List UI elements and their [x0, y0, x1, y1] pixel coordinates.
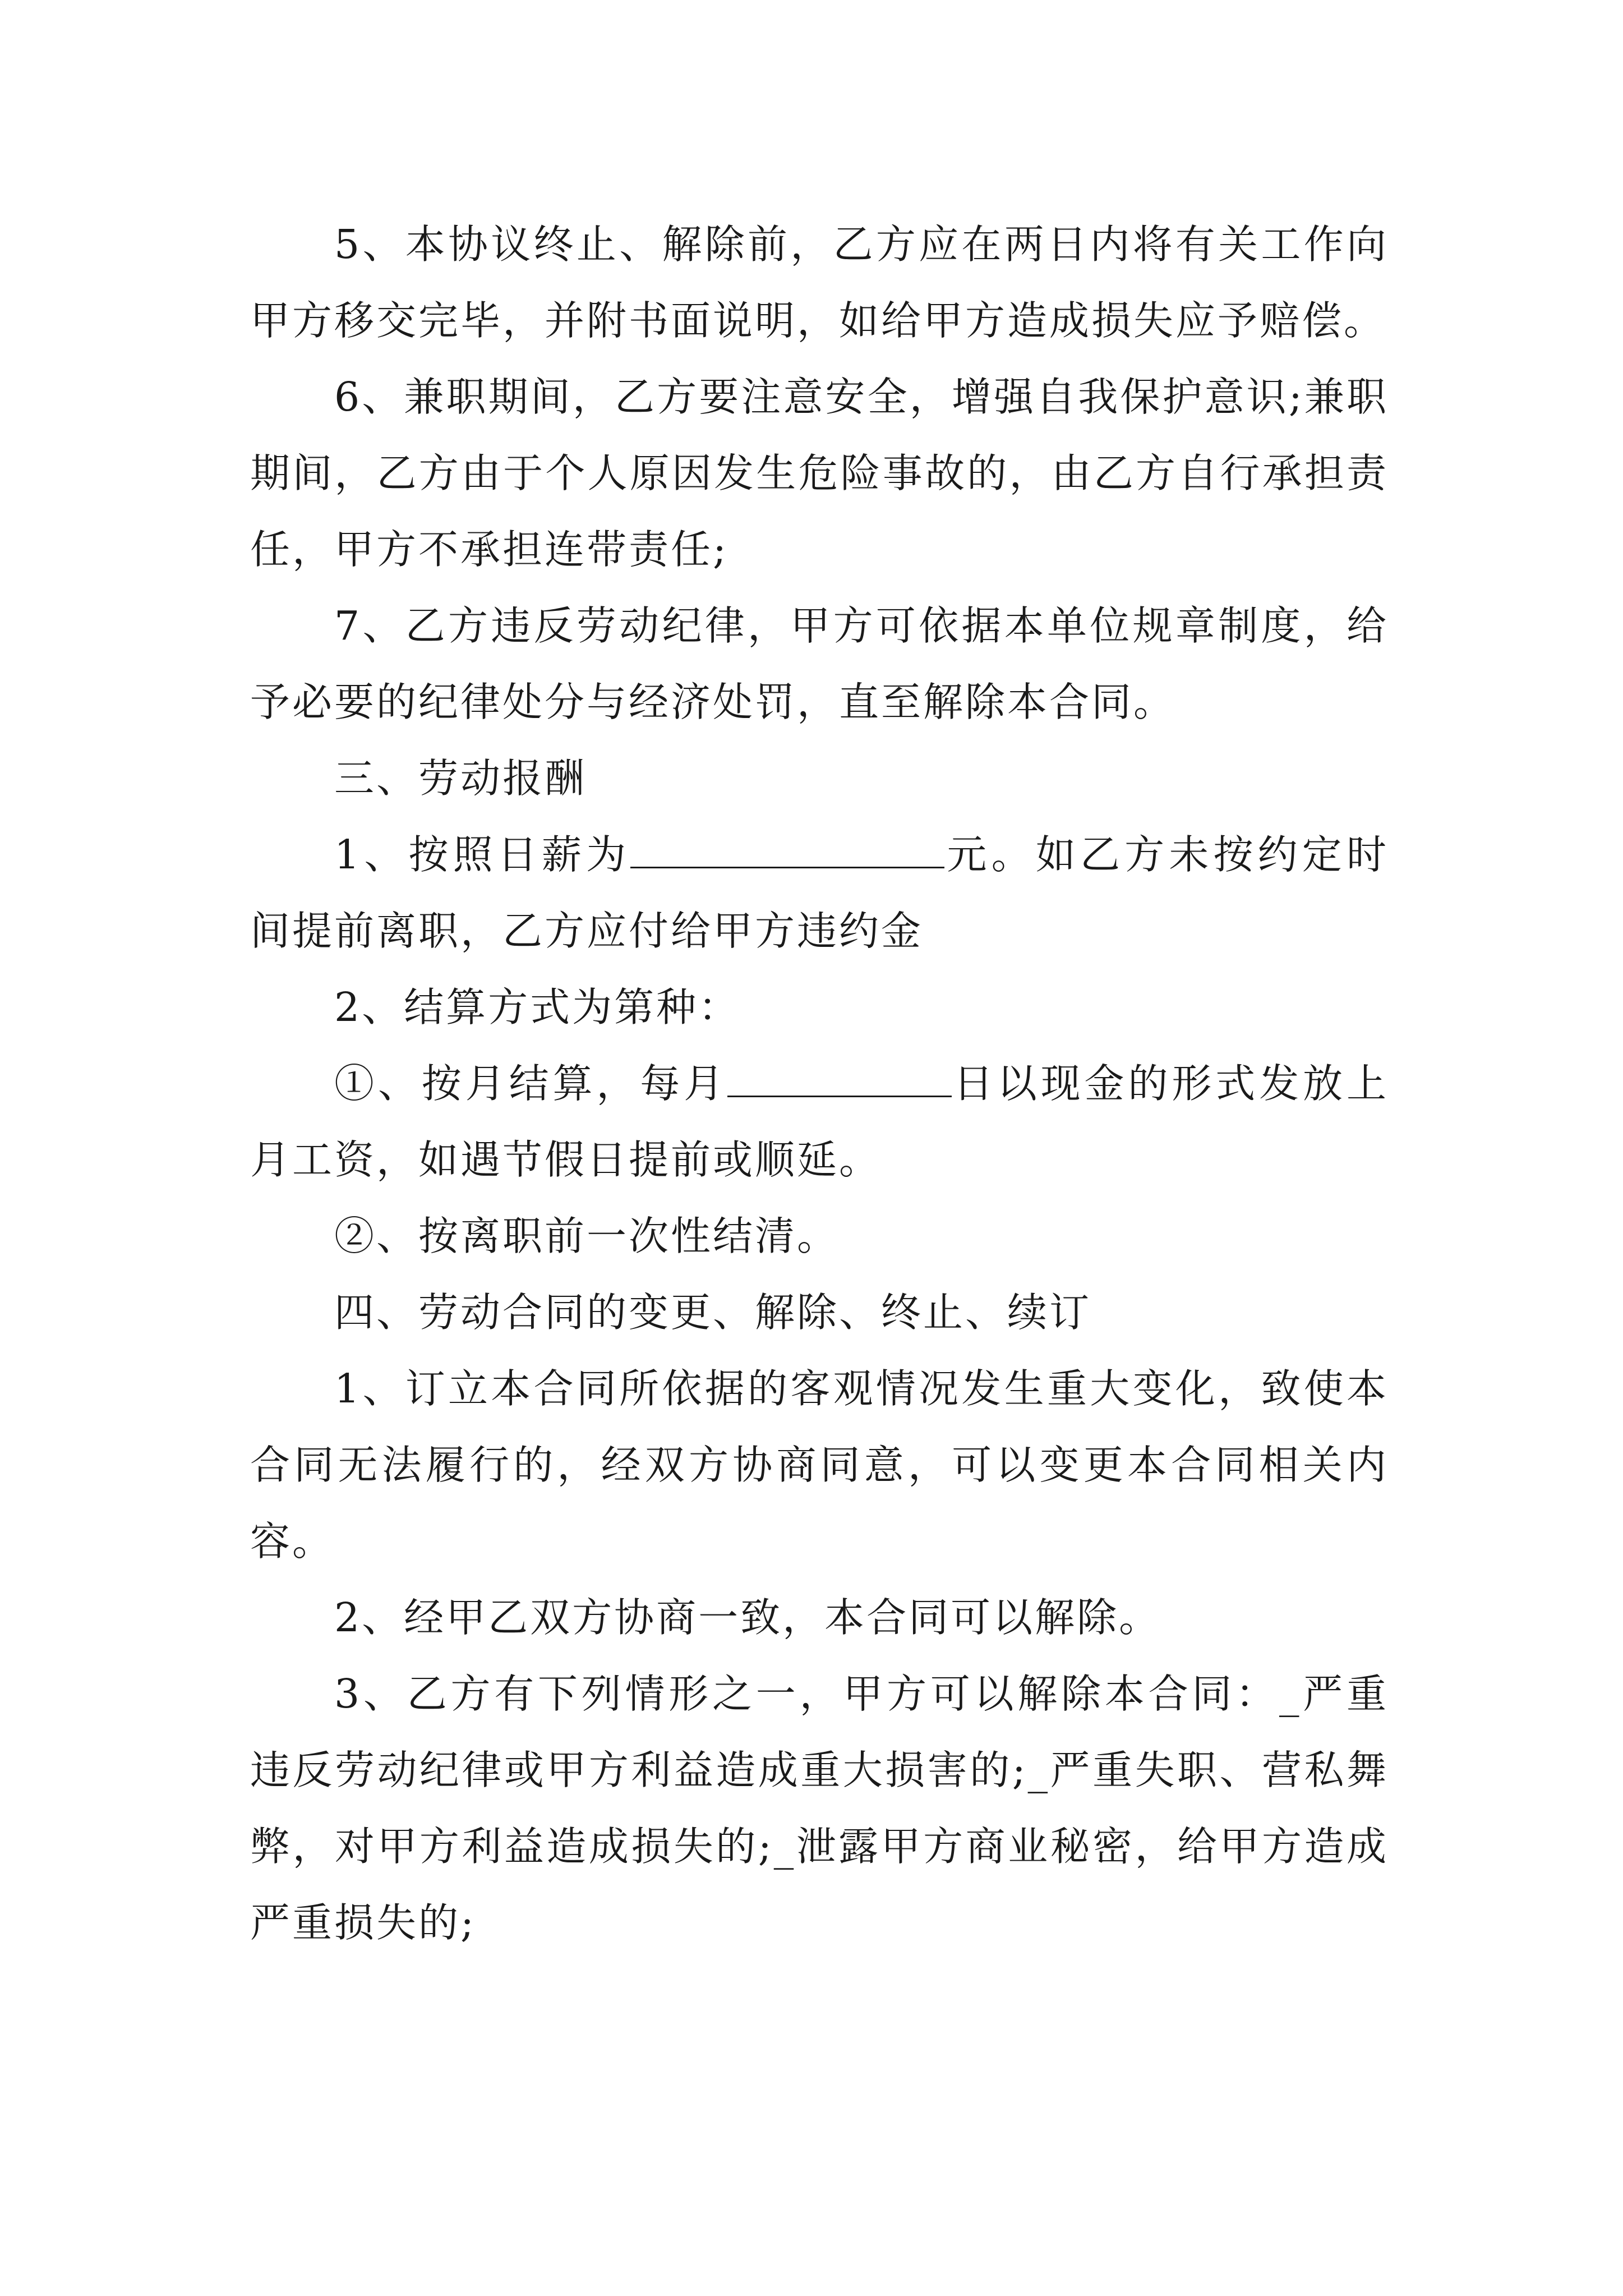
- salary-text-after: 元。如乙方未按约定时间提前离职，乙方应付给甲方违约金: [250, 831, 1389, 954]
- salary-clause: [250, 817, 1389, 969]
- lump-sum-settlement: ②、按离职前一次性结清。: [334, 1213, 840, 1259]
- settlement-method: 2、结算方式为第种：: [334, 984, 741, 1030]
- clause-5: 5、本协议终止、解除前，乙方应在两日内将有关工作向甲方移交完毕，并附书面说明，如给甲方造成损失应予赔偿。: [250, 221, 1389, 344]
- clause-6: 6、兼职期间，乙方要注意安全，增强自我保护意识;兼职期间，乙方由于个人原因发生危险事故的，由乙方自行承担责任，甲方不承担连带责任;: [250, 374, 1389, 573]
- monthly-text-before: ①、按月结算，每月: [334, 1060, 728, 1107]
- change-clause-2: 2、经甲乙双方协商一致，本合同可以解除。: [334, 1594, 1161, 1641]
- monthly-settlement-clause: [250, 1046, 1389, 1198]
- salary-text-before: 1、按照日薪为: [334, 831, 631, 878]
- document-body: [250, 206, 1389, 1961]
- salary-blank-line: [630, 833, 944, 868]
- change-clause-1: 1、订立本合同所依据的客观情况发生重大变化，致使本合同无法履行的，经双方协商同意，可以变更本合同相关内容。: [250, 1365, 1389, 1565]
- monthly-blank-line: [727, 1062, 952, 1097]
- change-clause-3: 3、乙方有下列情形之一，甲方可以解除本合同：_严重违反劳动纪律或甲方利益造成重大损害的;_严重失职、营私舞弊，对甲方利益造成损失的;_泄露甲方商业秘密，给甲方造成严重损失的;: [250, 1671, 1389, 1946]
- monthly-text-after: 日以现金的形式发放上月工资，如遇节假日提前或顺延。: [250, 1060, 1389, 1183]
- section-heading-contract-changes: 四、劳动合同的变更、解除、终止、续订: [334, 1289, 1092, 1336]
- section-heading-remuneration: 三、劳动报酬: [334, 755, 587, 802]
- clause-7: 7、乙方违反劳动纪律，甲方可依据本单位规章制度，给予必要的纪律处分与经济处罚，直至解除本合同。: [250, 602, 1389, 725]
